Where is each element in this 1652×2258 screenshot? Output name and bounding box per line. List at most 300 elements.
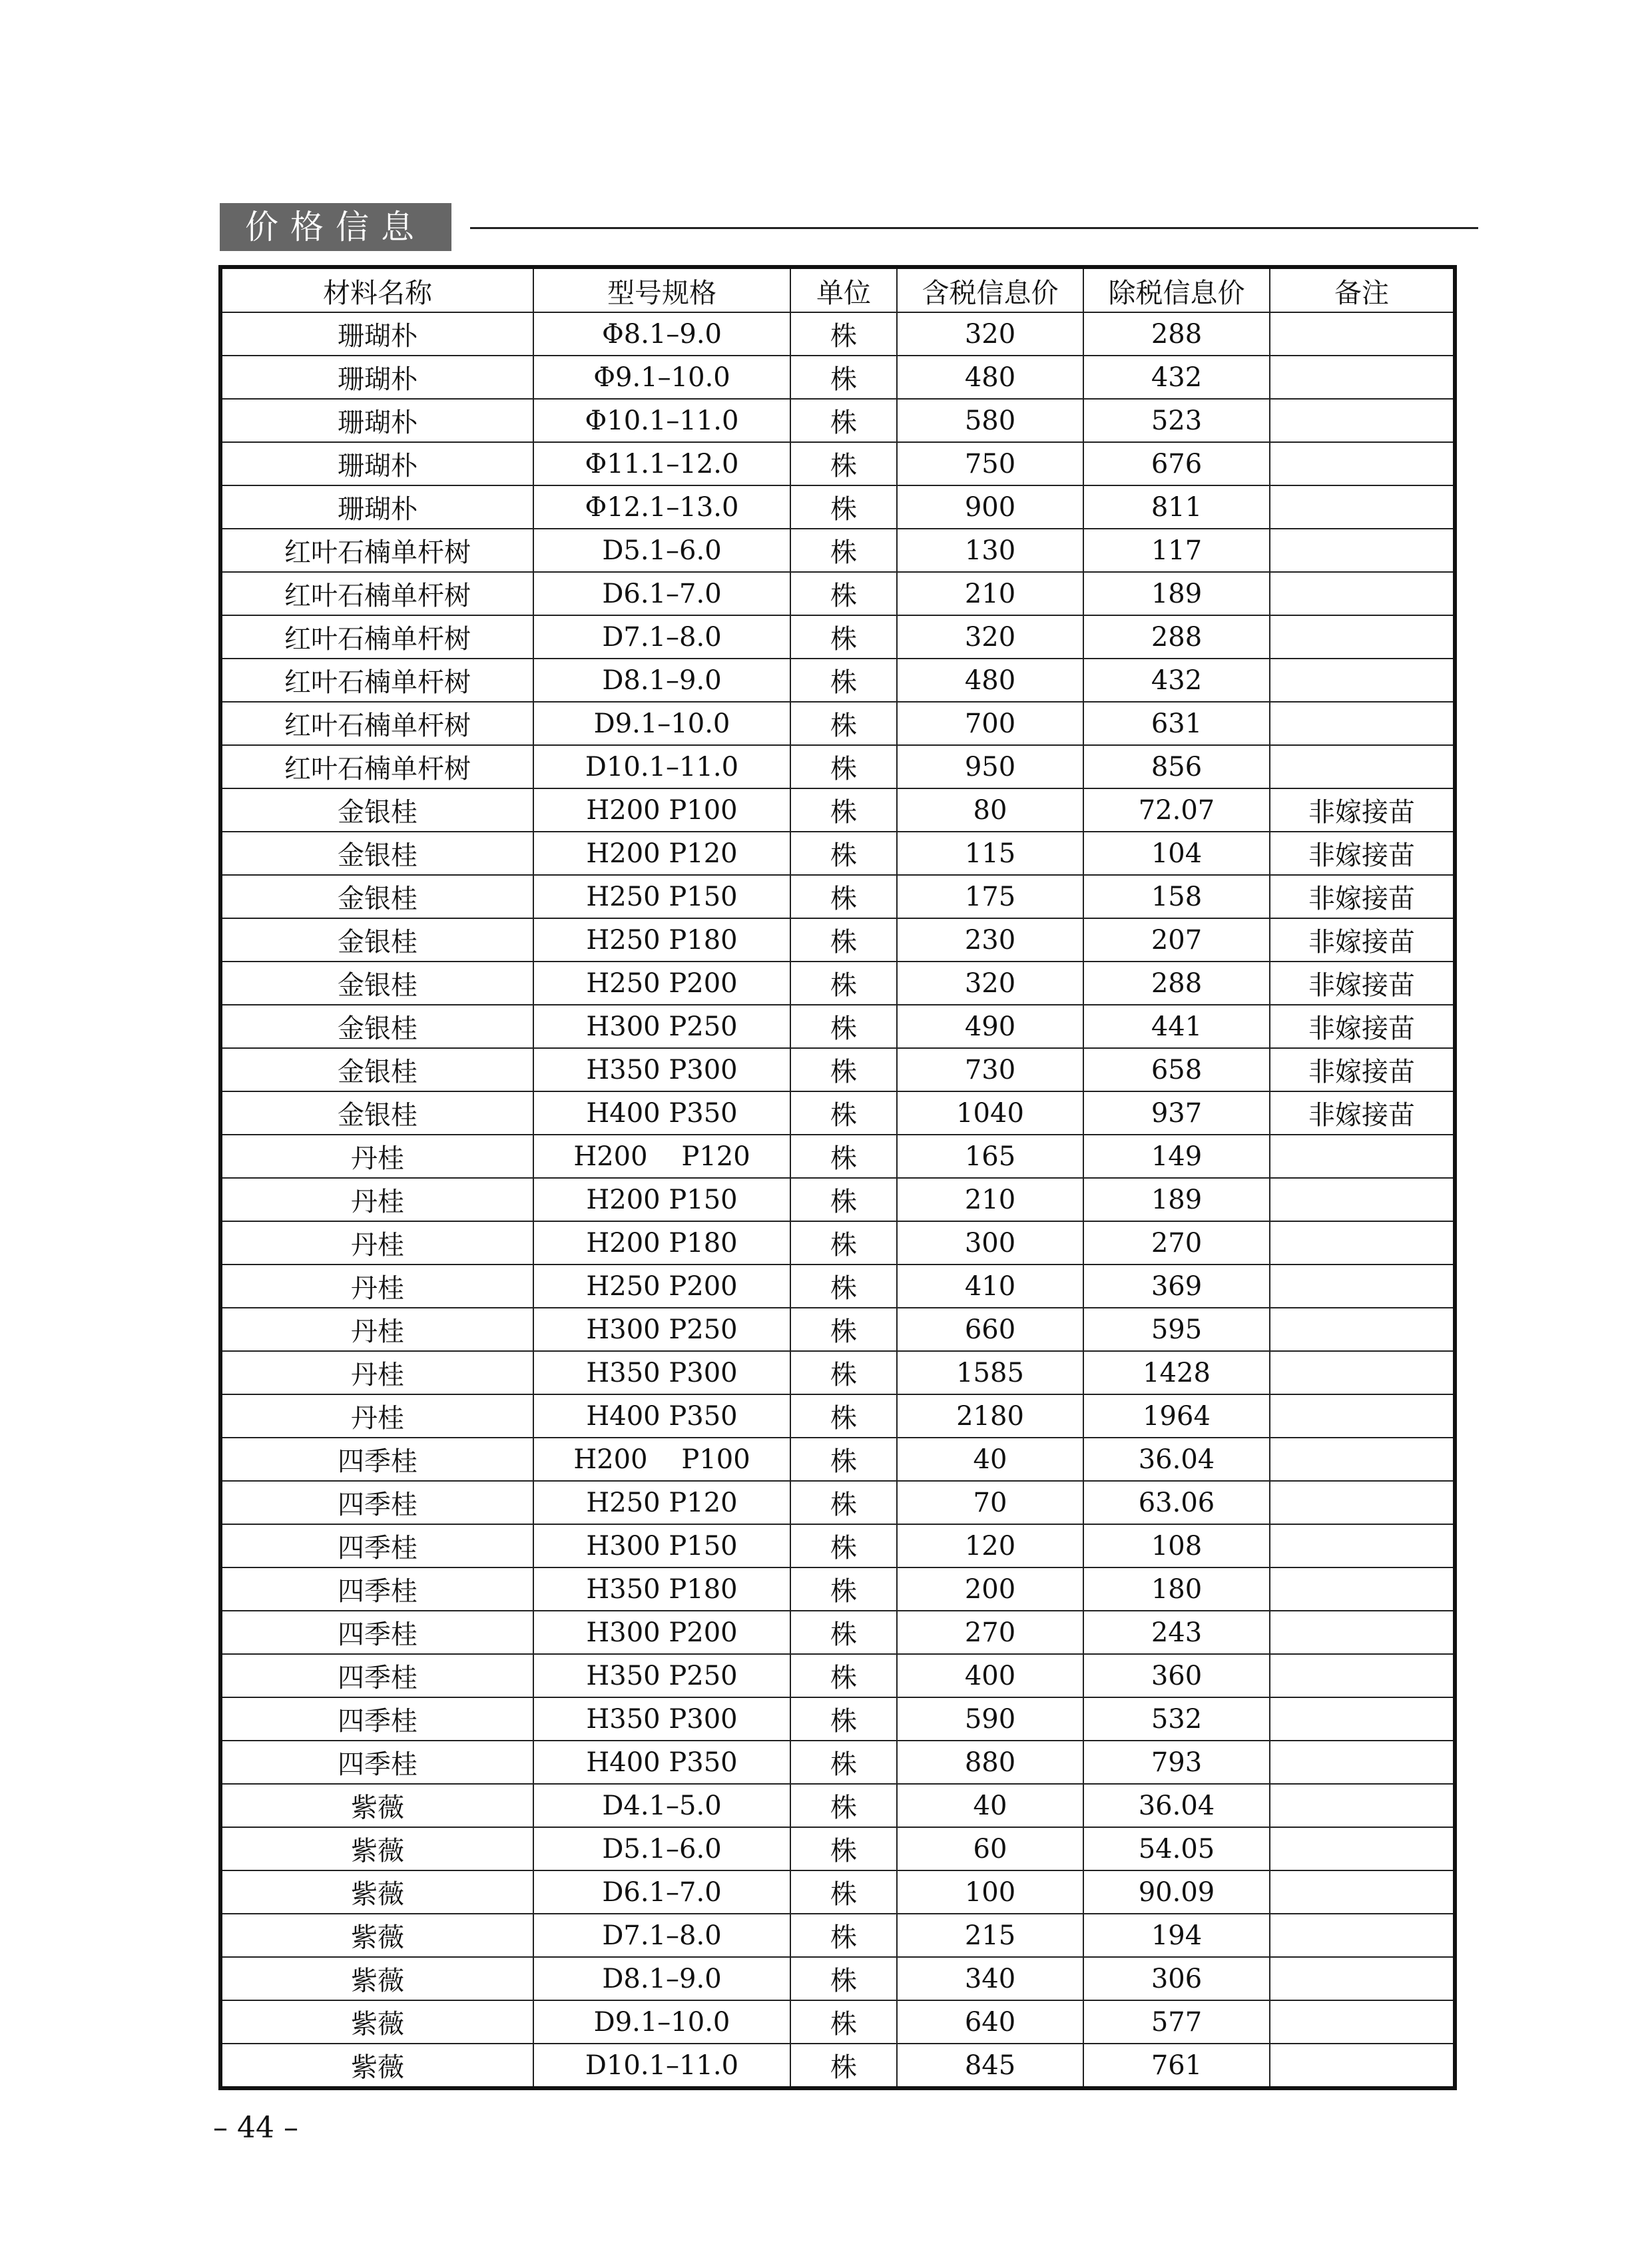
cell-price-incl-tax: 120 (897, 1524, 1083, 1567)
cell-spec: D7.1–8.0 (533, 615, 790, 659)
cell-spec: D5.1–6.0 (533, 529, 790, 572)
section-header (220, 203, 1478, 251)
table-row (220, 1091, 1455, 1135)
cell-price-excl-tax: 194 (1083, 1914, 1270, 1957)
section-rule (470, 227, 1478, 229)
cell-unit: 株 (790, 832, 897, 875)
cell-remarks (1270, 1784, 1455, 1827)
cell-unit: 株 (790, 1914, 897, 1957)
cell-material-name: 红叶石楠单杆树 (220, 659, 533, 702)
cell-remarks (1270, 1741, 1455, 1784)
cell-spec: H300 P200 (533, 1611, 790, 1654)
cell-material-name: 四季桂 (220, 1567, 533, 1611)
cell-price-excl-tax: 441 (1083, 1005, 1270, 1048)
cell-unit: 株 (790, 1870, 897, 1914)
cell-unit: 株 (790, 745, 897, 788)
cell-price-incl-tax: 490 (897, 1005, 1083, 1048)
cell-unit: 株 (790, 1091, 897, 1135)
cell-price-incl-tax: 880 (897, 1741, 1083, 1784)
cell-material-name: 红叶石楠单杆树 (220, 745, 533, 788)
table-row (220, 1265, 1455, 1308)
cell-spec: H300 P250 (533, 1005, 790, 1048)
cell-price-incl-tax: 480 (897, 659, 1083, 702)
cell-remarks: 非嫁接苗 (1270, 1091, 1455, 1135)
cell-material-name: 紫薇 (220, 2044, 533, 2088)
cell-material-name: 丹桂 (220, 1221, 533, 1265)
table-row (220, 1221, 1455, 1265)
table-row (220, 1827, 1455, 1870)
cell-unit: 株 (790, 702, 897, 745)
cell-spec: D4.1–5.0 (533, 1784, 790, 1827)
cell-price-incl-tax: 320 (897, 962, 1083, 1005)
table-row (220, 962, 1455, 1005)
cell-spec: H300 P150 (533, 1524, 790, 1567)
cell-remarks (1270, 702, 1455, 745)
cell-price-excl-tax: 793 (1083, 1741, 1270, 1784)
cell-material-name: 金银桂 (220, 962, 533, 1005)
cell-unit: 株 (790, 1827, 897, 1870)
cell-remarks (1270, 1351, 1455, 1394)
cell-spec: D9.1–10.0 (533, 702, 790, 745)
cell-unit: 株 (790, 1048, 897, 1091)
cell-material-name: 紫薇 (220, 2000, 533, 2044)
cell-price-incl-tax: 480 (897, 356, 1083, 399)
table-row (220, 2044, 1455, 2088)
table-row (220, 442, 1455, 485)
cell-price-excl-tax: 288 (1083, 312, 1270, 356)
cell-material-name: 丹桂 (220, 1135, 533, 1178)
cell-remarks (1270, 615, 1455, 659)
cell-price-excl-tax: 270 (1083, 1221, 1270, 1265)
table-row (220, 1481, 1455, 1524)
table-row (220, 1611, 1455, 1654)
cell-unit: 株 (790, 1221, 897, 1265)
table-row (220, 1308, 1455, 1351)
cell-unit: 株 (790, 788, 897, 832)
cell-price-excl-tax: 532 (1083, 1697, 1270, 1741)
cell-unit: 株 (790, 1957, 897, 2000)
cell-unit: 株 (790, 1741, 897, 1784)
table-row (220, 2000, 1455, 2044)
cell-spec: H350 P250 (533, 1654, 790, 1697)
cell-material-name: 金银桂 (220, 788, 533, 832)
cell-price-excl-tax: 288 (1083, 962, 1270, 1005)
table-row (220, 918, 1455, 962)
cell-remarks: 非嫁接苗 (1270, 875, 1455, 918)
cell-price-excl-tax: 577 (1083, 2000, 1270, 2044)
cell-remarks (1270, 1135, 1455, 1178)
cell-price-incl-tax: 300 (897, 1221, 1083, 1265)
cell-remarks (1270, 1394, 1455, 1438)
header-material-name: 材料名称 (220, 267, 533, 312)
cell-price-excl-tax: 676 (1083, 442, 1270, 485)
cell-material-name: 珊瑚朴 (220, 356, 533, 399)
cell-spec: H300 P250 (533, 1308, 790, 1351)
cell-spec: Φ12.1–13.0 (533, 485, 790, 529)
cell-price-incl-tax: 340 (897, 1957, 1083, 2000)
cell-material-name: 丹桂 (220, 1308, 533, 1351)
table-header-row (220, 267, 1455, 312)
cell-unit: 株 (790, 1135, 897, 1178)
cell-unit: 株 (790, 356, 897, 399)
cell-price-incl-tax: 40 (897, 1438, 1083, 1481)
cell-remarks (1270, 2044, 1455, 2088)
cell-spec: D10.1–11.0 (533, 2044, 790, 2088)
cell-remarks (1270, 1870, 1455, 1914)
cell-price-incl-tax: 1040 (897, 1091, 1083, 1135)
table-row (220, 1178, 1455, 1221)
cell-material-name: 紫薇 (220, 1914, 533, 1957)
cell-material-name: 紫薇 (220, 1784, 533, 1827)
table-row (220, 399, 1455, 442)
cell-unit: 株 (790, 1697, 897, 1741)
cell-price-incl-tax: 845 (897, 2044, 1083, 2088)
cell-unit: 株 (790, 1567, 897, 1611)
table-row (220, 875, 1455, 918)
cell-spec: D8.1–9.0 (533, 659, 790, 702)
cell-price-excl-tax: 90.09 (1083, 1870, 1270, 1914)
cell-price-incl-tax: 950 (897, 745, 1083, 788)
cell-material-name: 丹桂 (220, 1351, 533, 1394)
cell-unit: 株 (790, 659, 897, 702)
cell-spec: D9.1–10.0 (533, 2000, 790, 2044)
cell-remarks: 非嫁接苗 (1270, 832, 1455, 875)
cell-remarks (1270, 1957, 1455, 2000)
cell-price-excl-tax: 631 (1083, 702, 1270, 745)
table-row (220, 1524, 1455, 1567)
cell-unit: 株 (790, 2000, 897, 2044)
header-price-incl-tax: 含税信息价 (897, 267, 1083, 312)
cell-unit: 株 (790, 615, 897, 659)
cell-material-name: 金银桂 (220, 875, 533, 918)
cell-unit: 株 (790, 1351, 897, 1394)
cell-price-excl-tax: 306 (1083, 1957, 1270, 2000)
cell-material-name: 四季桂 (220, 1654, 533, 1697)
cell-price-incl-tax: 320 (897, 615, 1083, 659)
cell-price-incl-tax: 215 (897, 1914, 1083, 1957)
cell-spec: D6.1–7.0 (533, 1870, 790, 1914)
cell-material-name: 金银桂 (220, 918, 533, 962)
header-price-excl-tax: 除税信息价 (1083, 267, 1270, 312)
cell-spec: H350 P180 (533, 1567, 790, 1611)
cell-unit: 株 (790, 1481, 897, 1524)
cell-remarks (1270, 1481, 1455, 1524)
cell-price-excl-tax: 158 (1083, 875, 1270, 918)
table-row (220, 1135, 1455, 1178)
cell-price-incl-tax: 165 (897, 1135, 1083, 1178)
cell-unit: 株 (790, 1005, 897, 1048)
table-row (220, 832, 1455, 875)
cell-spec: H400 P350 (533, 1741, 790, 1784)
cell-remarks (1270, 1178, 1455, 1221)
cell-remarks: 非嫁接苗 (1270, 962, 1455, 1005)
cell-price-incl-tax: 700 (897, 702, 1083, 745)
cell-unit: 株 (790, 572, 897, 615)
table-row (220, 1914, 1455, 1957)
cell-material-name: 紫薇 (220, 1827, 533, 1870)
cell-price-excl-tax: 149 (1083, 1135, 1270, 1178)
table-row (220, 1957, 1455, 2000)
cell-spec: D7.1–8.0 (533, 1914, 790, 1957)
cell-price-incl-tax: 210 (897, 1178, 1083, 1221)
table-body (220, 312, 1455, 2088)
cell-material-name: 紫薇 (220, 1957, 533, 2000)
table-row (220, 485, 1455, 529)
cell-spec: H200 P120 (533, 1135, 790, 1178)
cell-price-excl-tax: 811 (1083, 485, 1270, 529)
table-row (220, 745, 1455, 788)
cell-unit: 株 (790, 2044, 897, 2088)
cell-unit: 株 (790, 1524, 897, 1567)
cell-price-incl-tax: 230 (897, 918, 1083, 962)
cell-remarks: 非嫁接苗 (1270, 788, 1455, 832)
cell-remarks (1270, 1697, 1455, 1741)
cell-price-incl-tax: 60 (897, 1827, 1083, 1870)
cell-remarks (1270, 399, 1455, 442)
cell-material-name: 金银桂 (220, 832, 533, 875)
cell-price-excl-tax: 288 (1083, 615, 1270, 659)
cell-remarks: 非嫁接苗 (1270, 918, 1455, 962)
cell-spec: H250 P120 (533, 1481, 790, 1524)
cell-remarks (1270, 1611, 1455, 1654)
cell-price-excl-tax: 595 (1083, 1308, 1270, 1351)
cell-remarks (1270, 1221, 1455, 1265)
table-row (220, 1438, 1455, 1481)
cell-material-name: 珊瑚朴 (220, 312, 533, 356)
cell-material-name: 红叶石楠单杆树 (220, 615, 533, 659)
cell-remarks (1270, 1308, 1455, 1351)
cell-price-incl-tax: 590 (897, 1697, 1083, 1741)
cell-price-excl-tax: 54.05 (1083, 1827, 1270, 1870)
cell-price-excl-tax: 369 (1083, 1265, 1270, 1308)
cell-material-name: 四季桂 (220, 1611, 533, 1654)
cell-spec: H350 P300 (533, 1048, 790, 1091)
cell-spec: H200 P150 (533, 1178, 790, 1221)
cell-unit: 株 (790, 962, 897, 1005)
cell-price-excl-tax: 189 (1083, 1178, 1270, 1221)
cell-price-excl-tax: 104 (1083, 832, 1270, 875)
cell-price-incl-tax: 210 (897, 572, 1083, 615)
cell-material-name: 四季桂 (220, 1524, 533, 1567)
header-remarks: 备注 (1270, 267, 1455, 312)
cell-remarks: 非嫁接苗 (1270, 1048, 1455, 1091)
cell-price-excl-tax: 207 (1083, 918, 1270, 962)
cell-price-incl-tax: 320 (897, 312, 1083, 356)
header-unit: 单位 (790, 267, 897, 312)
cell-spec: Φ10.1–11.0 (533, 399, 790, 442)
cell-price-excl-tax: 180 (1083, 1567, 1270, 1611)
cell-material-name: 紫薇 (220, 1870, 533, 1914)
cell-unit: 株 (790, 312, 897, 356)
table-row (220, 1394, 1455, 1438)
cell-spec: D5.1–6.0 (533, 1827, 790, 1870)
cell-unit: 株 (790, 918, 897, 962)
table-row (220, 572, 1455, 615)
table-row (220, 529, 1455, 572)
cell-spec: H250 P200 (533, 962, 790, 1005)
cell-spec: H350 P300 (533, 1351, 790, 1394)
cell-spec: Φ9.1–10.0 (533, 356, 790, 399)
cell-spec: Φ11.1–12.0 (533, 442, 790, 485)
table-row (220, 312, 1455, 356)
cell-price-excl-tax: 360 (1083, 1654, 1270, 1697)
cell-remarks (1270, 1827, 1455, 1870)
cell-material-name: 金银桂 (220, 1005, 533, 1048)
cell-spec: H200 P120 (533, 832, 790, 875)
cell-unit: 株 (790, 1784, 897, 1827)
cell-remarks (1270, 1265, 1455, 1308)
table-row (220, 1654, 1455, 1697)
cell-price-incl-tax: 100 (897, 1870, 1083, 1914)
cell-price-excl-tax: 432 (1083, 659, 1270, 702)
table-row (220, 1567, 1455, 1611)
cell-price-incl-tax: 40 (897, 1784, 1083, 1827)
table-row (220, 1741, 1455, 1784)
cell-remarks: 非嫁接苗 (1270, 1005, 1455, 1048)
cell-remarks (1270, 745, 1455, 788)
table-row (220, 659, 1455, 702)
cell-unit: 株 (790, 442, 897, 485)
cell-remarks (1270, 356, 1455, 399)
cell-material-name: 四季桂 (220, 1697, 533, 1741)
cell-material-name: 珊瑚朴 (220, 485, 533, 529)
table-row (220, 1784, 1455, 1827)
cell-unit: 株 (790, 1265, 897, 1308)
table-row (220, 1697, 1455, 1741)
cell-price-incl-tax: 175 (897, 875, 1083, 918)
cell-price-incl-tax: 640 (897, 2000, 1083, 2044)
cell-price-excl-tax: 63.06 (1083, 1481, 1270, 1524)
cell-material-name: 红叶石楠单杆树 (220, 529, 533, 572)
cell-price-excl-tax: 117 (1083, 529, 1270, 572)
cell-spec: H250 P200 (533, 1265, 790, 1308)
cell-material-name: 丹桂 (220, 1178, 533, 1221)
cell-unit: 株 (790, 1611, 897, 1654)
cell-price-excl-tax: 856 (1083, 745, 1270, 788)
cell-remarks (1270, 1438, 1455, 1481)
cell-spec: H250 P180 (533, 918, 790, 962)
cell-spec: H350 P300 (533, 1697, 790, 1741)
table-row (220, 702, 1455, 745)
cell-material-name: 四季桂 (220, 1481, 533, 1524)
cell-unit: 株 (790, 399, 897, 442)
cell-unit: 株 (790, 875, 897, 918)
cell-price-excl-tax: 1428 (1083, 1351, 1270, 1394)
page-number: – 44 – (213, 2111, 298, 2145)
cell-remarks (1270, 442, 1455, 485)
price-table (218, 265, 1457, 2090)
cell-remarks (1270, 1654, 1455, 1697)
cell-unit: 株 (790, 529, 897, 572)
cell-material-name: 四季桂 (220, 1438, 533, 1481)
cell-remarks (1270, 1524, 1455, 1567)
cell-remarks (1270, 312, 1455, 356)
cell-price-excl-tax: 761 (1083, 2044, 1270, 2088)
cell-price-excl-tax: 1964 (1083, 1394, 1270, 1438)
cell-material-name: 丹桂 (220, 1265, 533, 1308)
cell-price-incl-tax: 730 (897, 1048, 1083, 1091)
cell-remarks (1270, 1914, 1455, 1957)
cell-unit: 株 (790, 1394, 897, 1438)
cell-unit: 株 (790, 485, 897, 529)
cell-price-incl-tax: 115 (897, 832, 1083, 875)
cell-spec: H400 P350 (533, 1091, 790, 1135)
cell-material-name: 金银桂 (220, 1091, 533, 1135)
cell-spec: H200 P100 (533, 788, 790, 832)
cell-material-name: 四季桂 (220, 1741, 533, 1784)
cell-price-excl-tax: 108 (1083, 1524, 1270, 1567)
cell-price-incl-tax: 70 (897, 1481, 1083, 1524)
cell-price-excl-tax: 658 (1083, 1048, 1270, 1091)
table-row (220, 1005, 1455, 1048)
table-row (220, 1351, 1455, 1394)
cell-price-excl-tax: 523 (1083, 399, 1270, 442)
cell-spec: Φ8.1–9.0 (533, 312, 790, 356)
cell-remarks (1270, 659, 1455, 702)
cell-spec: D8.1–9.0 (533, 1957, 790, 2000)
table-row (220, 788, 1455, 832)
cell-material-name: 丹桂 (220, 1394, 533, 1438)
cell-price-incl-tax: 410 (897, 1265, 1083, 1308)
cell-material-name: 珊瑚朴 (220, 399, 533, 442)
cell-price-excl-tax: 72.07 (1083, 788, 1270, 832)
cell-remarks (1270, 2000, 1455, 2044)
cell-price-incl-tax: 750 (897, 442, 1083, 485)
cell-price-incl-tax: 660 (897, 1308, 1083, 1351)
cell-remarks (1270, 1567, 1455, 1611)
cell-spec: H200 P180 (533, 1221, 790, 1265)
cell-unit: 株 (790, 1308, 897, 1351)
cell-price-excl-tax: 937 (1083, 1091, 1270, 1135)
cell-unit: 株 (790, 1654, 897, 1697)
cell-price-excl-tax: 36.04 (1083, 1784, 1270, 1827)
table-row (220, 615, 1455, 659)
cell-price-incl-tax: 400 (897, 1654, 1083, 1697)
cell-price-incl-tax: 1585 (897, 1351, 1083, 1394)
cell-unit: 株 (790, 1178, 897, 1221)
cell-price-excl-tax: 243 (1083, 1611, 1270, 1654)
cell-spec: D10.1–11.0 (533, 745, 790, 788)
cell-price-incl-tax: 2180 (897, 1394, 1083, 1438)
cell-spec: H250 P150 (533, 875, 790, 918)
cell-price-excl-tax: 189 (1083, 572, 1270, 615)
cell-material-name: 红叶石楠单杆树 (220, 572, 533, 615)
cell-price-excl-tax: 432 (1083, 356, 1270, 399)
cell-price-incl-tax: 900 (897, 485, 1083, 529)
cell-spec: D6.1–7.0 (533, 572, 790, 615)
cell-price-incl-tax: 80 (897, 788, 1083, 832)
cell-remarks (1270, 529, 1455, 572)
header-spec: 型号规格 (533, 267, 790, 312)
cell-price-incl-tax: 200 (897, 1567, 1083, 1611)
cell-price-incl-tax: 580 (897, 399, 1083, 442)
cell-price-excl-tax: 36.04 (1083, 1438, 1270, 1481)
table-row (220, 1870, 1455, 1914)
cell-remarks (1270, 572, 1455, 615)
table-row (220, 356, 1455, 399)
section-title: 价格信息 (220, 203, 451, 251)
cell-unit: 株 (790, 1438, 897, 1481)
cell-price-incl-tax: 130 (897, 529, 1083, 572)
cell-material-name: 珊瑚朴 (220, 442, 533, 485)
cell-spec: H400 P350 (533, 1394, 790, 1438)
cell-material-name: 金银桂 (220, 1048, 533, 1091)
cell-material-name: 红叶石楠单杆树 (220, 702, 533, 745)
cell-remarks (1270, 485, 1455, 529)
cell-price-incl-tax: 270 (897, 1611, 1083, 1654)
cell-spec: H200 P100 (533, 1438, 790, 1481)
table-row (220, 1048, 1455, 1091)
